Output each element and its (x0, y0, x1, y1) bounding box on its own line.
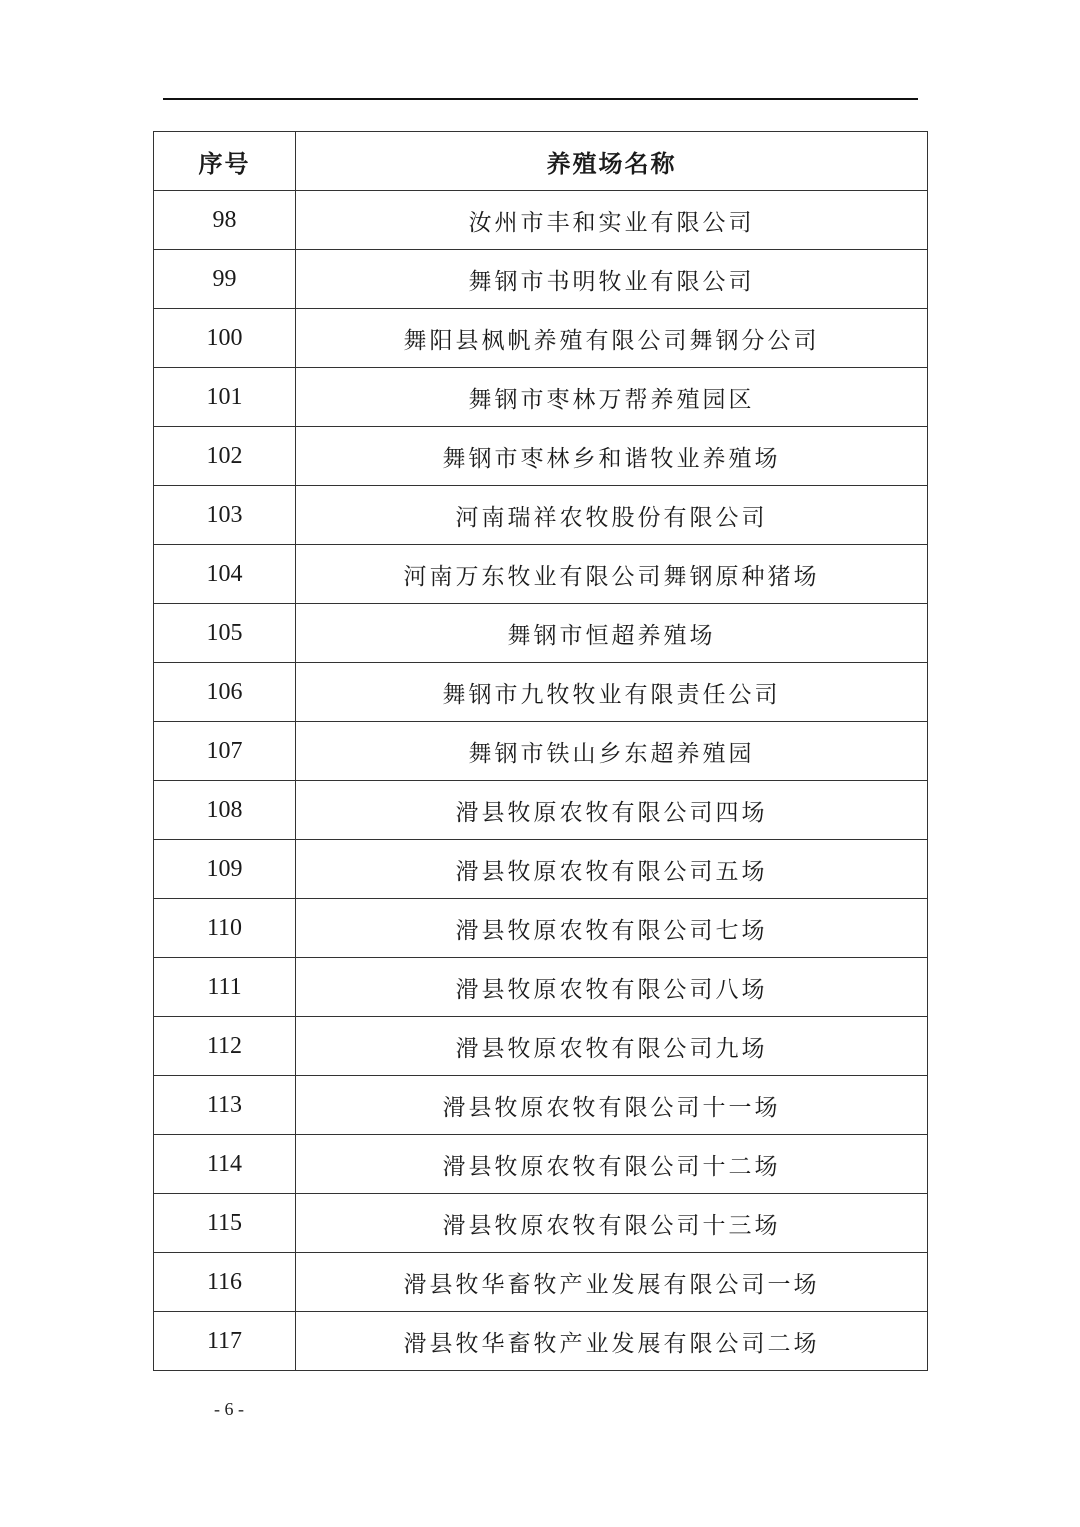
table-row (154, 663, 928, 722)
row-seq: 113 (154, 1076, 296, 1135)
table-row (154, 250, 928, 309)
row-seq: 107 (154, 722, 296, 781)
row-seq: 98 (154, 191, 296, 250)
row-farm-name: 滑县牧原农牧有限公司九场 (296, 1017, 928, 1076)
table-row (154, 368, 928, 427)
table-row (154, 545, 928, 604)
table-row (154, 1253, 928, 1312)
header-farm-name: 养殖场名称 (296, 132, 928, 191)
table-row (154, 722, 928, 781)
table-row (154, 191, 928, 250)
table-row (154, 427, 928, 486)
row-farm-name: 舞钢市铁山乡东超养殖园 (296, 722, 928, 781)
table-row (154, 309, 928, 368)
row-farm-name: 滑县牧原农牧有限公司八场 (296, 958, 928, 1017)
row-farm-name: 滑县牧原农牧有限公司十一场 (296, 1076, 928, 1135)
row-seq: 117 (154, 1312, 296, 1371)
row-farm-name: 舞钢市枣林万帮养殖园区 (296, 368, 928, 427)
row-farm-name: 汝州市丰和实业有限公司 (296, 191, 928, 250)
row-seq: 104 (154, 545, 296, 604)
table-header-row (154, 132, 928, 191)
table-row (154, 958, 928, 1017)
row-farm-name: 滑县牧华畜牧产业发展有限公司一场 (296, 1253, 928, 1312)
row-farm-name: 舞阳县枫帆养殖有限公司舞钢分公司 (296, 309, 928, 368)
row-farm-name: 滑县牧原农牧有限公司十三场 (296, 1194, 928, 1253)
row-seq: 114 (154, 1135, 296, 1194)
table-row (154, 899, 928, 958)
row-farm-name: 滑县牧原农牧有限公司五场 (296, 840, 928, 899)
table-row (154, 1017, 928, 1076)
row-seq: 105 (154, 604, 296, 663)
table-row (154, 1312, 928, 1371)
row-farm-name: 舞钢市九牧牧业有限责任公司 (296, 663, 928, 722)
row-seq: 100 (154, 309, 296, 368)
table-row (154, 486, 928, 545)
table-row (154, 781, 928, 840)
table-row (154, 1076, 928, 1135)
table-row (154, 1135, 928, 1194)
row-seq: 103 (154, 486, 296, 545)
row-farm-name: 滑县牧原农牧有限公司十二场 (296, 1135, 928, 1194)
row-seq: 116 (154, 1253, 296, 1312)
row-seq: 108 (154, 781, 296, 840)
row-seq: 102 (154, 427, 296, 486)
row-farm-name: 舞钢市枣林乡和谐牧业养殖场 (296, 427, 928, 486)
row-farm-name: 滑县牧原农牧有限公司四场 (296, 781, 928, 840)
row-seq: 99 (154, 250, 296, 309)
row-seq: 110 (154, 899, 296, 958)
row-seq: 106 (154, 663, 296, 722)
table-row (154, 840, 928, 899)
header-rule (163, 98, 918, 100)
row-seq: 111 (154, 958, 296, 1017)
page-number: - 6 - (214, 1399, 244, 1419)
row-farm-name: 河南万东牧业有限公司舞钢原种猪场 (296, 545, 928, 604)
row-farm-name: 滑县牧原农牧有限公司七场 (296, 899, 928, 958)
row-farm-name: 舞钢市恒超养殖场 (296, 604, 928, 663)
table-row (154, 604, 928, 663)
row-seq: 109 (154, 840, 296, 899)
row-farm-name: 滑县牧华畜牧产业发展有限公司二场 (296, 1312, 928, 1371)
row-farm-name: 舞钢市书明牧业有限公司 (296, 250, 928, 309)
farm-list-table (153, 131, 928, 1371)
header-seq: 序号 (154, 132, 296, 191)
table-row (154, 1194, 928, 1253)
row-seq: 112 (154, 1017, 296, 1076)
row-seq: 101 (154, 368, 296, 427)
row-farm-name: 河南瑞祥农牧股份有限公司 (296, 486, 928, 545)
row-seq: 115 (154, 1194, 296, 1253)
